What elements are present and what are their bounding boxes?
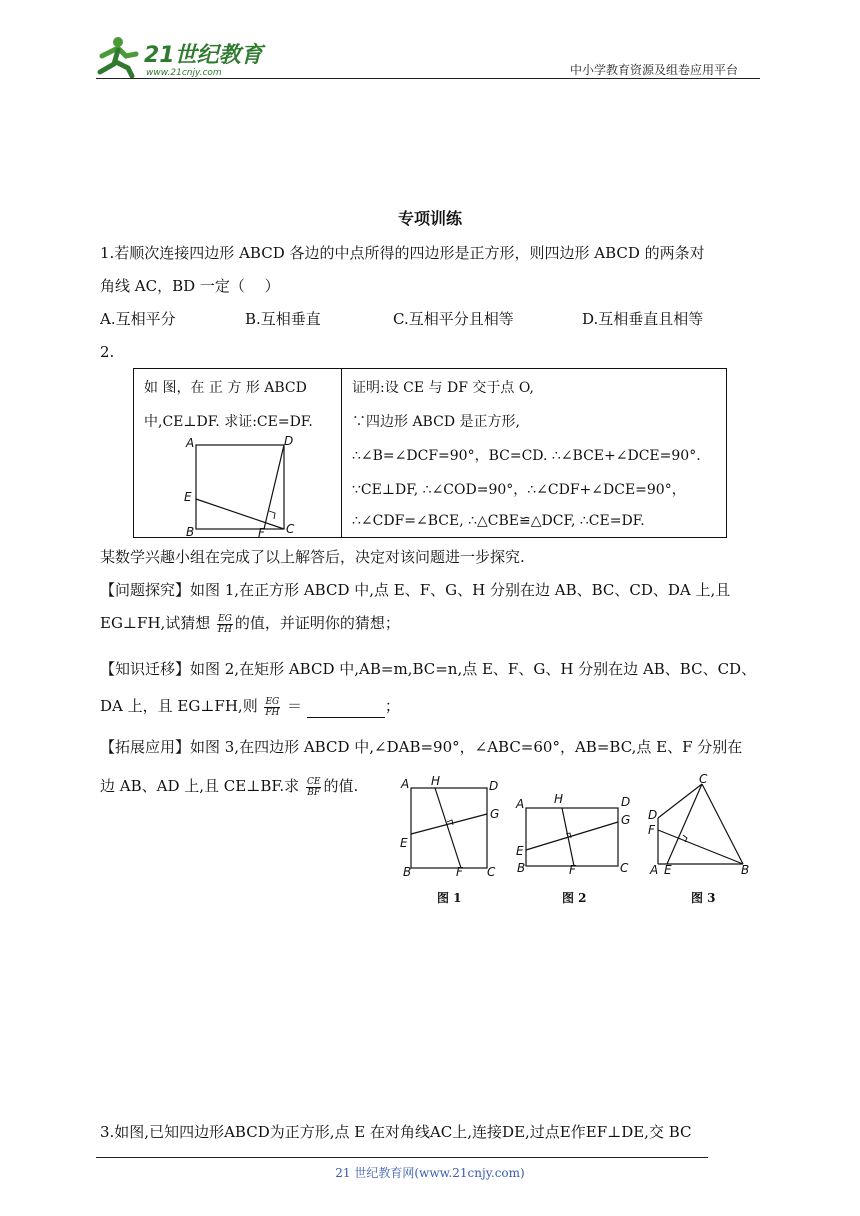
- platform-name: 中小学教育资源及组卷应用平台: [570, 63, 739, 77]
- q1-option-a: A.互相平分: [100, 310, 176, 328]
- explore-text-b: 的值，并证明你的猜想；: [234, 614, 400, 632]
- apply-line1: 【拓展应用】如图 3,在四边形 ABCD 中,∠DAB=90°，∠ABC=60°，AB=BC,点 E、F 分别在: [100, 738, 743, 756]
- transfer-text-a: DA 上，且 EG⊥FH,则: [100, 697, 258, 715]
- proof-line-2: ∵四边形 ABCD 是正方形,: [352, 414, 520, 430]
- page-title: 专项训练: [397, 209, 462, 228]
- proof-line-3: ∴∠B=∠DCF=90°，BC=CD. ∴∠BCE+∠DCE=90°.: [352, 448, 701, 464]
- svg-text:H: H: [554, 792, 564, 806]
- q1-line1: 1.若顺次连接四边形 ABCD 各边的中点所得的四边形是正方形，则四边形 ABCD 的两条对: [100, 244, 705, 262]
- svg-text:C: C: [620, 861, 629, 875]
- site-logo: [96, 34, 266, 78]
- svg-text:G: G: [621, 813, 631, 827]
- logo-text: 21世纪教育: [144, 43, 263, 68]
- footer-divider: [96, 1157, 708, 1158]
- figure-3: [648, 772, 749, 905]
- footer-text[interactable]: 21 世纪教育网(www.21cnjy.com): [335, 1166, 525, 1180]
- svg-text:F: F: [648, 823, 655, 837]
- q1-option-b: B.互相垂直: [245, 310, 321, 328]
- proof-line-1: 证明:设 CE 与 DF 交于点 O,: [352, 380, 534, 396]
- q2-problem-line2: 中,CE⊥DF. 求证:CE=DF.: [144, 414, 313, 430]
- proof-line-4: ∵CE⊥DF, ∴∠COD=90°，∴∠CDF+∠DCE=90°，: [352, 482, 686, 498]
- fraction-eg-fh-2: $\frac{EG}{FH}$: [265, 696, 280, 718]
- svg-text:B: B: [517, 861, 526, 875]
- apply-text-b: 的值.: [323, 777, 359, 795]
- svg-text:A: A: [401, 777, 410, 791]
- square-figure: [180, 433, 300, 537]
- figures-1-3: [395, 772, 760, 910]
- svg-text:C: C: [286, 522, 295, 536]
- explore-line2: [100, 613, 400, 635]
- q1-option-d: D.互相垂直且相等: [582, 310, 704, 328]
- q3-line1: 3.如图,已知四边形ABCD为正方形,点 E 在对角线AC上,连接DE,过点E作EF⊥DE,交 BC: [100, 1123, 692, 1141]
- runner-icon: [100, 37, 136, 76]
- transfer-text-c: ；: [384, 697, 400, 715]
- q2-proof-table: [133, 368, 727, 538]
- q1-line2: 角线 AC，BD 一定（ ）: [100, 277, 280, 295]
- q2-problem-cell: [134, 369, 342, 538]
- svg-text:C: C: [487, 865, 496, 879]
- svg-text:A: A: [186, 436, 195, 450]
- fraction-ce-bf: $\frac{CE}{BF}$: [306, 776, 321, 798]
- svg-text:B: B: [403, 865, 412, 879]
- svg-text:G: G: [490, 807, 500, 821]
- apply-line2: [100, 776, 358, 798]
- svg-text:F: F: [456, 865, 463, 879]
- apply-text-a: 边 AB、AD 上,且 CE⊥BF.求: [100, 777, 300, 795]
- svg-text:B: B: [741, 863, 750, 877]
- svg-text:H: H: [431, 774, 441, 788]
- q2-intro: 某数学兴趣小组在完成了以上解答后，决定对该问题进一步探究.: [100, 548, 525, 566]
- svg-text:F: F: [569, 863, 576, 877]
- explore-line1: 【问题探究】如图 1,在正方形 ABCD 中,点 E、F、G、H 分别在边 AB、BC、CD、DA 上,且: [100, 581, 731, 599]
- logo-url: www.21cnjy.com: [146, 68, 222, 78]
- fig2-label: 图 2: [562, 891, 587, 905]
- svg-text:E: E: [664, 863, 672, 877]
- svg-text:E: E: [400, 836, 408, 850]
- q2-problem-line1: 如 图，在 正 方 形 ABCD: [144, 380, 307, 396]
- fig1-label: 图 1: [437, 891, 462, 905]
- svg-text:B: B: [186, 525, 195, 537]
- header-divider: [96, 78, 760, 79]
- svg-text:D: D: [621, 795, 631, 809]
- q2-number: 2.: [100, 343, 115, 361]
- svg-text:C: C: [699, 772, 708, 786]
- figure-2: [515, 792, 630, 905]
- svg-text:A: A: [650, 863, 659, 877]
- svg-text:E: E: [184, 490, 192, 504]
- svg-text:E: E: [516, 844, 524, 858]
- q2-proof-cell: [342, 369, 727, 538]
- figure-1: [400, 774, 499, 905]
- explore-text-a: EG⊥FH,试猜想: [100, 614, 211, 632]
- svg-text:D: D: [489, 779, 499, 793]
- equals-sign: ＝: [287, 697, 303, 715]
- fig3-label: 图 3: [691, 891, 716, 905]
- svg-text:A: A: [516, 797, 525, 811]
- proof-line-5: ∴∠CDF=∠BCE, ∴△CBE≌△DCF, ∴CE=DF.: [352, 513, 645, 529]
- transfer-line1: 【知识迁移】如图 2,在矩形 ABCD 中,AB=m,BC=n,点 E、F、G、H 分别在边 AB、BC、CD、: [100, 660, 757, 678]
- answer-blank[interactable]: [307, 703, 385, 718]
- svg-text:D: D: [284, 434, 294, 448]
- transfer-line2: [100, 696, 400, 718]
- svg-text:D: D: [648, 808, 658, 822]
- q1-option-c: C.互相平分且相等: [393, 310, 514, 328]
- svg-text:F: F: [258, 526, 265, 537]
- fraction-eg-fh: $\frac{EG}{FH}$: [217, 613, 232, 635]
